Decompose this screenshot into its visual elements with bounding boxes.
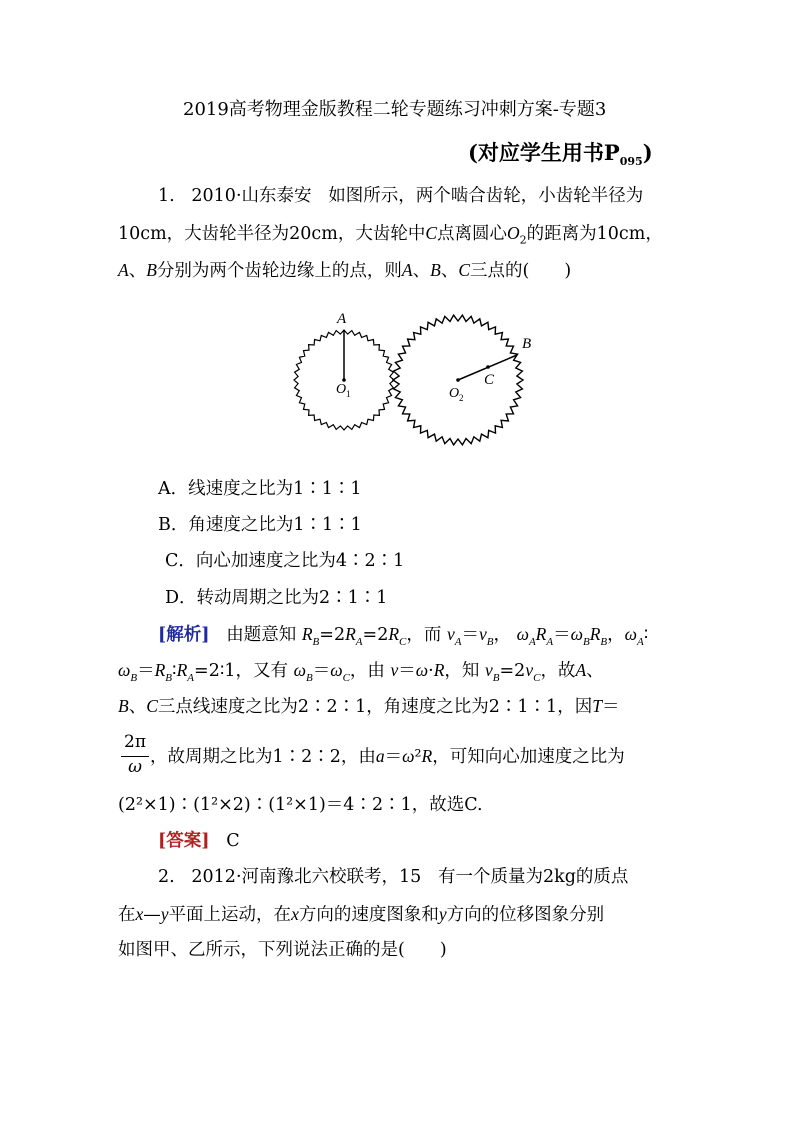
point-c	[486, 365, 490, 369]
analysis-line2: $\omega_B=R_B∶R_A=2∶1$，又有 $\omega_B=\omega_C$，由 v＝ω·R，知 $v_B=2v_C$，故A、	[118, 660, 604, 684]
label-c: C	[484, 372, 495, 388]
center-o2	[456, 378, 460, 382]
label-o2: O	[449, 386, 460, 401]
analysis-label: [解析]	[158, 625, 210, 645]
answer-line: [答案] C	[158, 831, 240, 851]
q2-line1: 2. 2012·河南豫北六校联考，15 有一个质量为2kg的质点	[158, 867, 629, 887]
analysis-line5: (2²×1)∶(1²×2)∶(1²×1)＝4∶2∶1，故选C.	[118, 795, 483, 815]
label-o1-sub: 1	[346, 389, 351, 399]
label-o1: O	[336, 382, 347, 397]
q2-line2: 在x—y平面上运动，在x方向的速度图象和y方向的位移图象分别	[118, 904, 605, 925]
gears-figure	[290, 305, 530, 440]
page-title: 2019高考物理金版教程二轮专题练习冲刺方案-专题3	[183, 99, 607, 120]
q2-line3: 如图甲、乙所示，下列说法正确的是( )	[118, 940, 447, 960]
analysis-line1: [解析] 由题意知 $R_B=2R_A=2R_C$，而 $v_A=v_B$， $\omega_AR_A=\omega_BR_B$，$\omega_A∶$	[158, 624, 649, 648]
label-a: A	[337, 311, 347, 327]
label-o2-sub: 2	[459, 393, 464, 403]
q1-line2: 10cm，大齿轮半径为20cm，大齿轮中C点离圆心$O_2$的距离为10cm，	[118, 223, 663, 247]
page-subtitle: (对应学生用书$P_{095}$)	[468, 140, 653, 169]
answer-label: [答案]	[158, 831, 210, 851]
analysis-line3: B、C三点线速度之比为2∶2∶1，角速度之比为2∶1∶1，因T＝	[118, 696, 620, 717]
option-d: D．转动周期之比为2∶1∶1	[165, 588, 388, 608]
q1-line1: 1. 2010·山东泰安 如图所示，两个啮合齿轮，小齿轮半径为	[158, 186, 644, 206]
q1-line3: A、B分别为两个齿轮边缘上的点，则A、B、C三点的( )	[118, 260, 572, 281]
fraction-2pi-over-omega: 2π ω	[120, 732, 150, 777]
option-a: A．线速度之比为1∶1∶1	[158, 479, 362, 499]
analysis-line4: ，故周期之比为1∶2∶2，由a＝ω²R，可知向心加速度之比为	[150, 746, 625, 767]
option-c: C．向心加速度之比为4∶2∶1	[165, 551, 405, 571]
label-b: B	[522, 336, 532, 352]
option-b: B．角速度之比为1∶1∶1	[158, 515, 362, 535]
